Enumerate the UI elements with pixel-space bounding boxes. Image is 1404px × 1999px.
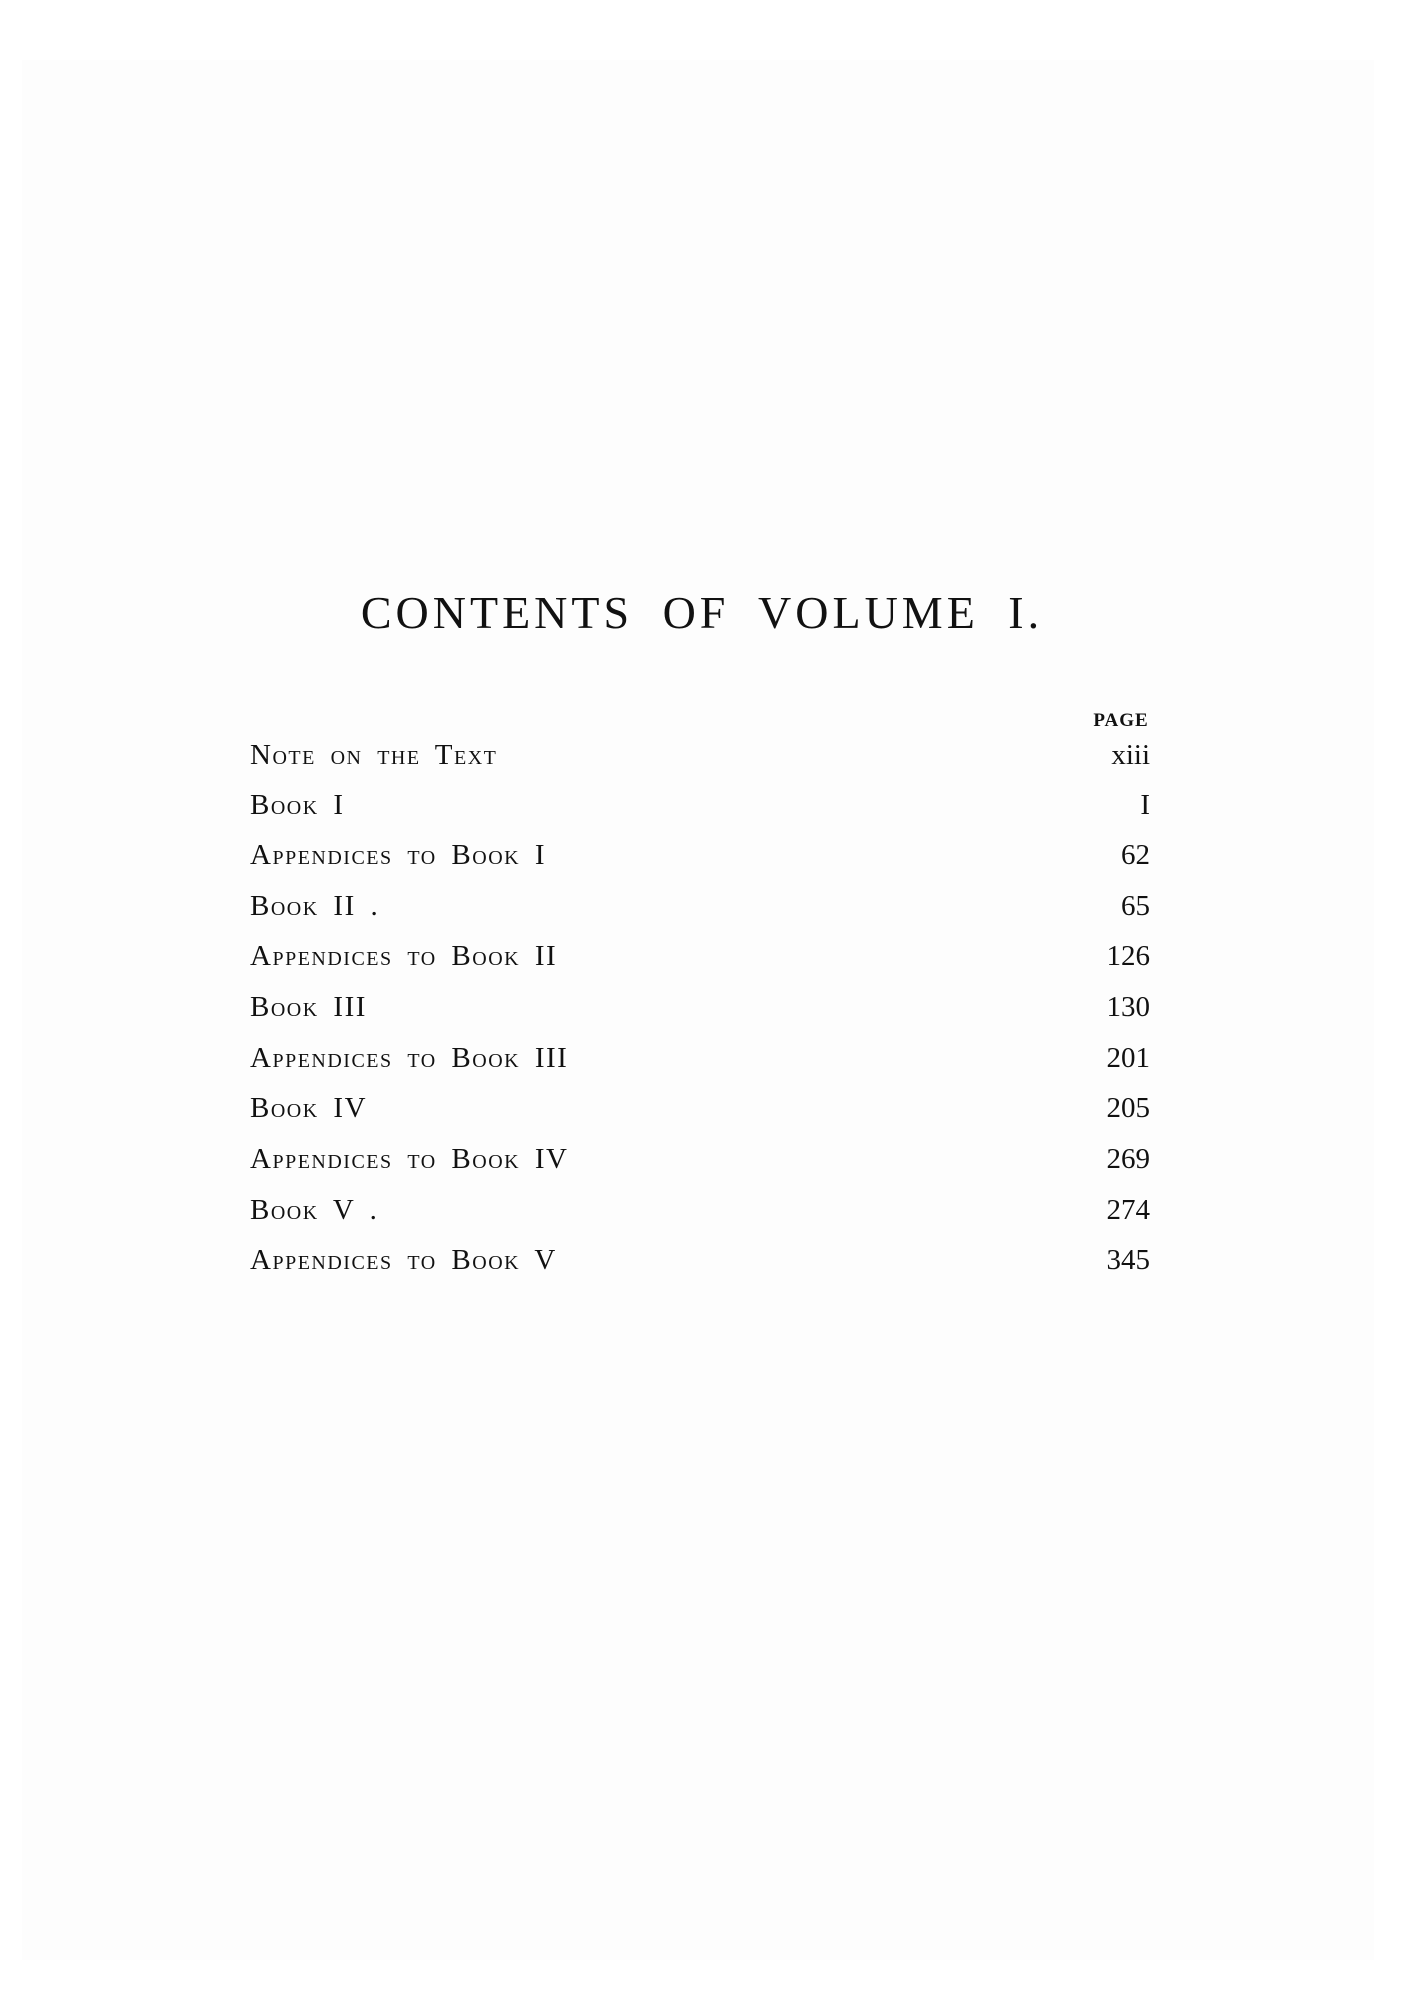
toc-entry-label: Appendices to Book III: [250, 1042, 569, 1074]
toc-entry-page: I: [1140, 789, 1150, 821]
toc-entry-label: Appendices to Book V: [250, 1244, 557, 1276]
toc-entry-label: Book III: [250, 991, 367, 1023]
toc-entry-page: 201: [1106, 1042, 1150, 1074]
toc-entry-label: Appendices to Book II: [250, 940, 558, 972]
toc-entry-page: 126: [1106, 940, 1150, 972]
toc-entry: [250, 1088, 1150, 1128]
toc-entry: [250, 735, 1150, 775]
toc-entry-label: Note on the Text: [250, 739, 498, 771]
toc-entry-page: 62: [1121, 839, 1150, 871]
toc-entry-label: Book IV: [250, 1092, 368, 1124]
toc-entry-page: xiii: [1111, 739, 1150, 771]
toc-entry: [250, 987, 1150, 1027]
toc-entry: [250, 936, 1150, 976]
toc-entry-page: 274: [1106, 1194, 1150, 1226]
toc-entry-page: 130: [1106, 991, 1150, 1023]
toc-entry-label: Book II .: [250, 890, 380, 922]
toc-entry: [250, 1038, 1150, 1078]
toc-entry-page: 205: [1106, 1092, 1150, 1124]
page-title: CONTENTS OF VOLUME I.: [360, 587, 1044, 638]
toc-entry-label: Appendices to Book I: [250, 839, 547, 871]
toc-entry: [250, 785, 1150, 825]
toc-entry-label: Book V .: [250, 1194, 379, 1226]
toc-entry-page: 269: [1106, 1143, 1150, 1175]
toc-entry: [250, 1190, 1150, 1230]
toc-entry-label: Book I: [250, 789, 345, 821]
toc-entry: [250, 1240, 1150, 1280]
toc-entry-page: 345: [1106, 1244, 1150, 1276]
toc-entry: [250, 835, 1150, 875]
toc-entry-label: Appendices to Book IV: [250, 1143, 569, 1175]
toc-entry: [250, 886, 1150, 926]
toc-entry: [250, 1139, 1150, 1179]
toc-entry-page: 65: [1121, 890, 1150, 922]
page-column-header: PAGE: [1093, 710, 1149, 731]
